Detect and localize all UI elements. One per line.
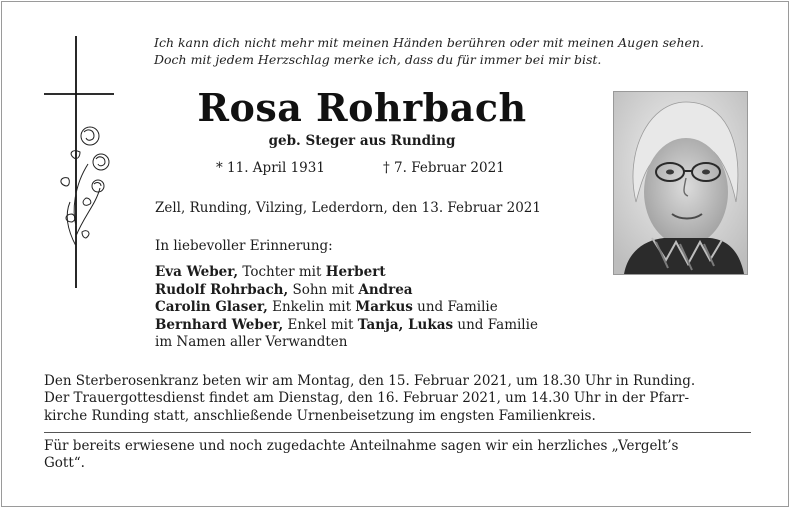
memorial-quote (154, 34, 754, 68)
deceased-name: Rosa Rohrbach (197, 85, 527, 130)
mourner-partner: Tanja, Lukas (357, 316, 454, 333)
mourner-line (155, 317, 538, 335)
portrait-image (614, 92, 747, 274)
portrait-photo (613, 91, 748, 275)
places-and-date: Zell, Runding, Vilzing, Lederdorn, den 13. Februar 2021 (155, 200, 541, 216)
notice-line: Der Trauergottesdienst findet am Dienstag, den 16. Februar 2021, um 14.30 Uhr in der Pfarr- (44, 390, 690, 407)
mourners-list (155, 264, 538, 352)
mourner-relation: Enkelin mit (267, 299, 356, 316)
mourner-partner: Andrea (358, 281, 413, 298)
mourners-closing: im Namen aller Verwandten (155, 334, 348, 351)
mourner-extra: und Familie (412, 299, 498, 316)
mourner-name: Bernhard Weber, (155, 316, 284, 333)
mourner-line (155, 264, 538, 282)
remembrance-intro: In liebevoller Erinnerung: (155, 238, 333, 254)
mourner-name: Carolin Glaser, (155, 299, 268, 316)
notice-line: Den Sterberosenkranz beten wir am Montag, den 15. Februar 2021, um 18.30 Uhr in Runding. (44, 373, 696, 389)
mourner-relation: Tochter mit (238, 264, 326, 280)
mourner-partner: Herbert (325, 264, 386, 280)
mourner-name: Rudolf Rohrbach, (155, 281, 289, 298)
mourner-line (155, 282, 538, 300)
mourner-relation: Enkel mit (283, 316, 358, 333)
mourner-relation: Sohn mit (288, 281, 359, 298)
thanks-line: Gott“. (44, 455, 85, 472)
mourner-extra: und Familie (453, 316, 538, 333)
thanks-line: Für bereits erwiesene und noch zugedachte Anteilnahme sagen wir ein herzliches „Vergelt’s (44, 438, 679, 454)
divider (44, 432, 751, 433)
mourner-name: Eva Weber, (155, 264, 239, 280)
mourner-line (155, 299, 538, 317)
obituary-notice (1, 1, 789, 507)
quote-line-2: Doch mit jedem Herzschlag merke ich, dass du für immer bei mir bist. (154, 52, 602, 67)
death-date: † 7. Februar 2021 (383, 160, 505, 176)
service-notice (44, 373, 751, 425)
birth-date: * 11. April 1931 (216, 160, 325, 176)
mourner-partner: Markus (355, 299, 413, 316)
maiden-name: geb. Steger aus Runding (268, 133, 456, 149)
notice-line: kirche Runding statt, anschließende Urnenbeisetzung im engsten Familienkreis. (44, 407, 596, 424)
quote-line-1: Ich kann dich nicht mehr mit meinen Händen berühren oder mit meinen Augen sehen. (154, 35, 704, 50)
cross-with-roses-icon (44, 36, 116, 288)
thanks-note (44, 438, 751, 473)
